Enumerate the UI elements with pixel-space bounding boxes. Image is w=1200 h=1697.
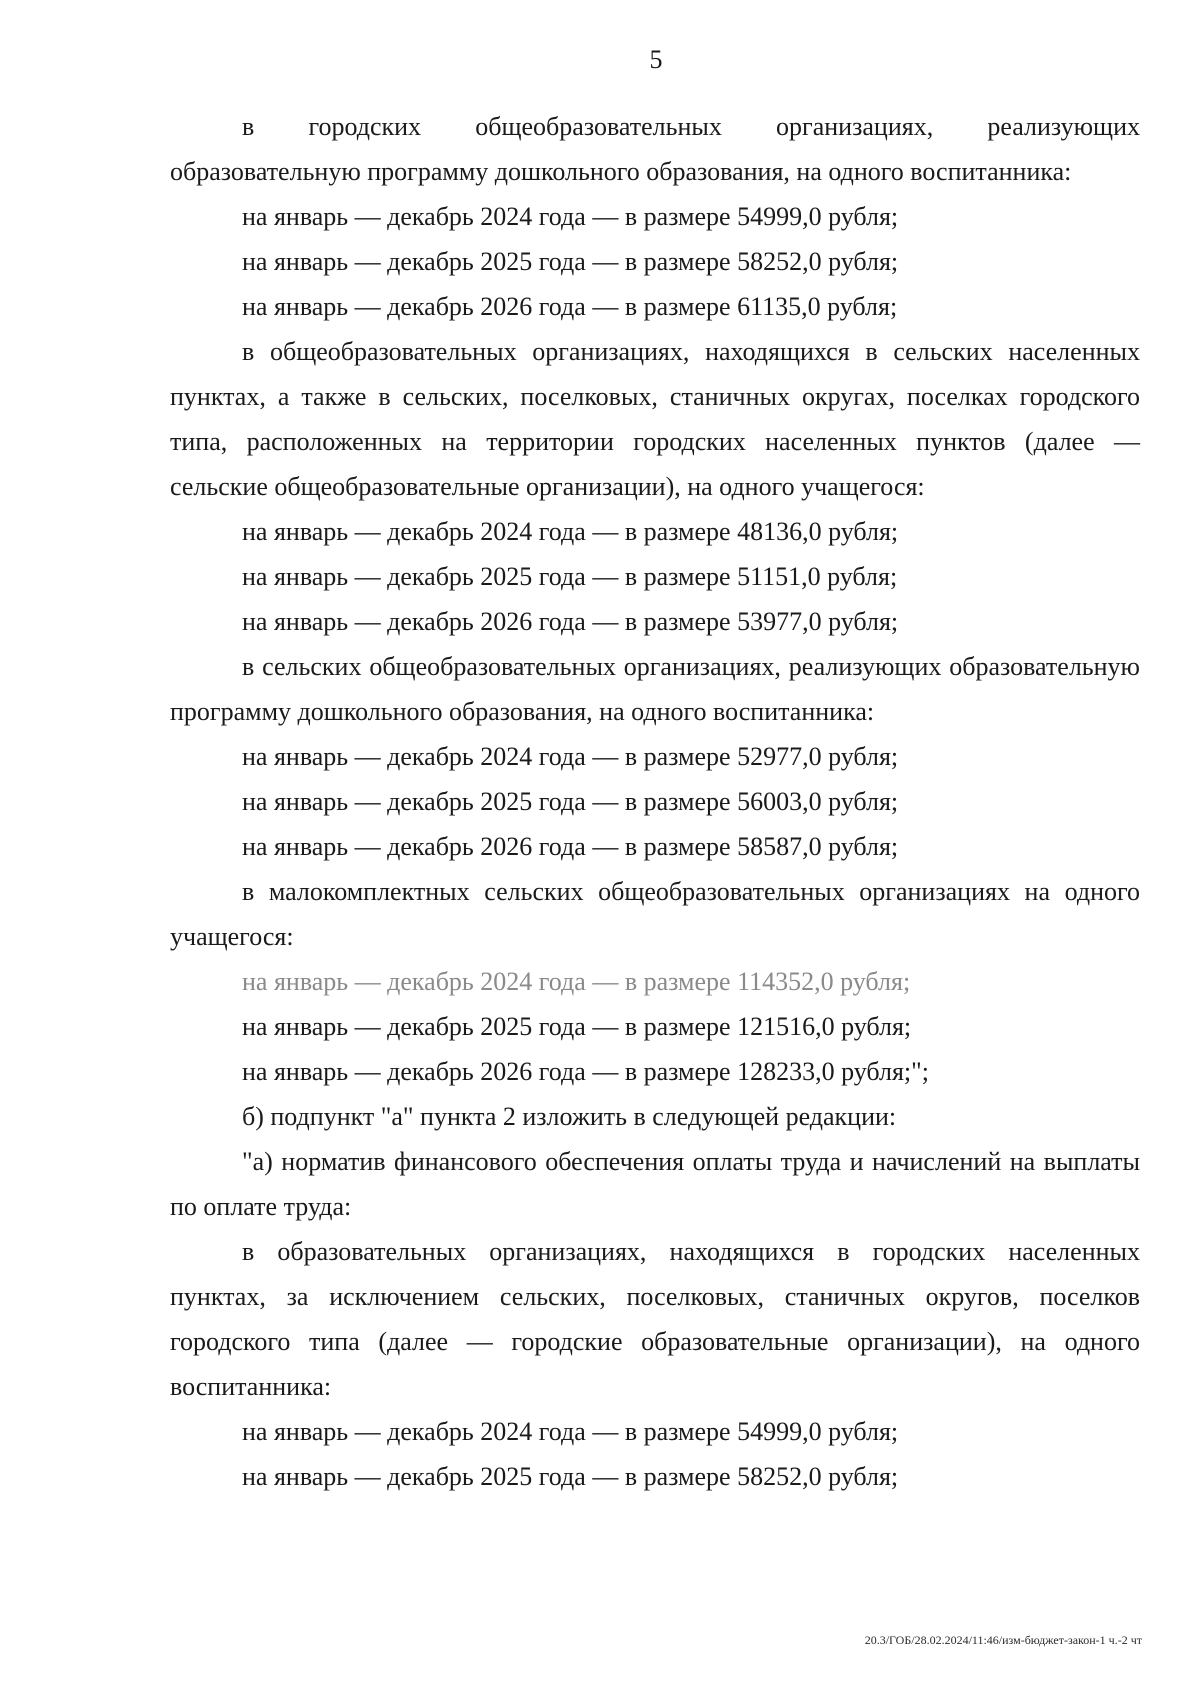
paragraph: в малокомплектных сельских общеобразовательных организациях на одного учащегося: (170, 877, 1140, 951)
paragraph: в сельских общеобразовательных организациях, реализующих образовательную программу дошкольного образования, на одного воспитанника: (170, 652, 1140, 726)
list-item: на январь — декабрь 2025 года — в размере 51151,0 рубля; (242, 562, 898, 591)
list-item: на январь — декабрь 2026 года — в размере 61135,0 рубля; (242, 292, 898, 321)
subpoint-heading: б) подпункт "а" пункта 2 изложить в следующей редакции: (242, 1102, 897, 1131)
list-item: на январь — декабрь 2024 года — в размере 54999,0 рубля; (242, 202, 899, 231)
list-item: на январь — декабрь 2026 года — в размере 53977,0 рубля; (242, 607, 899, 636)
list-item: на январь — декабрь 2024 года — в размере 54999,0 рубля; (242, 1417, 899, 1446)
page-number: 5 (649, 45, 663, 74)
paragraph: в образовательных организациях, находящихся в городских населенных пунктах, за исключением сельских, поселковых, станичных округов, поселков городского типа (далее — городские образовательные организации), на одного воспитанника: (170, 1237, 1140, 1401)
list-item: на январь — декабрь 2025 года — в размере 121516,0 рубля; (242, 1012, 912, 1041)
list-item-faint: на январь — декабрь 2024 года — в размере 114352,0 рубля; (242, 967, 911, 996)
list-item: на январь — декабрь 2024 года — в размере 48136,0 рубля; (242, 517, 899, 546)
list-item: на январь — декабрь 2026 года — в размере 128233,0 рубля;"; (242, 1057, 929, 1086)
list-item: на январь — декабрь 2024 года — в размере 52977,0 рубля; (242, 742, 899, 771)
document-footer-code: 20.3/ГОБ/28.02.2024/11:46/изм-бюджет-закон-1 ч.-2 чт (864, 1633, 1142, 1647)
paragraph: в общеобразовательных организациях, находящихся в сельских населенных пунктах, а также в сельских, поселковых, станичных округах, поселках городского типа, расположенных на территории городских населенных пунктов (далее — сельские общеобразовательные организации), на одного учащегося: (170, 337, 1140, 501)
document-body (170, 104, 1140, 1499)
list-item: на январь — декабрь 2025 года — в размере 58252,0 рубля; (242, 247, 899, 276)
list-item: на январь — декабрь 2025 года — в размере 58252,0 рубля; (242, 1462, 899, 1491)
list-item: на январь — декабрь 2026 года — в размере 58587,0 рубля; (242, 832, 899, 861)
paragraph: в городских общеобразовательных организациях, реализующих образовательную программу дошкольного образования, на одного воспитанника: (170, 112, 1140, 186)
paragraph: "а) норматив финансового обеспечения оплаты труда и начислений на выплаты по оплате труда: (170, 1147, 1140, 1221)
list-item: на январь — декабрь 2025 года — в размере 56003,0 рубля; (242, 787, 899, 816)
